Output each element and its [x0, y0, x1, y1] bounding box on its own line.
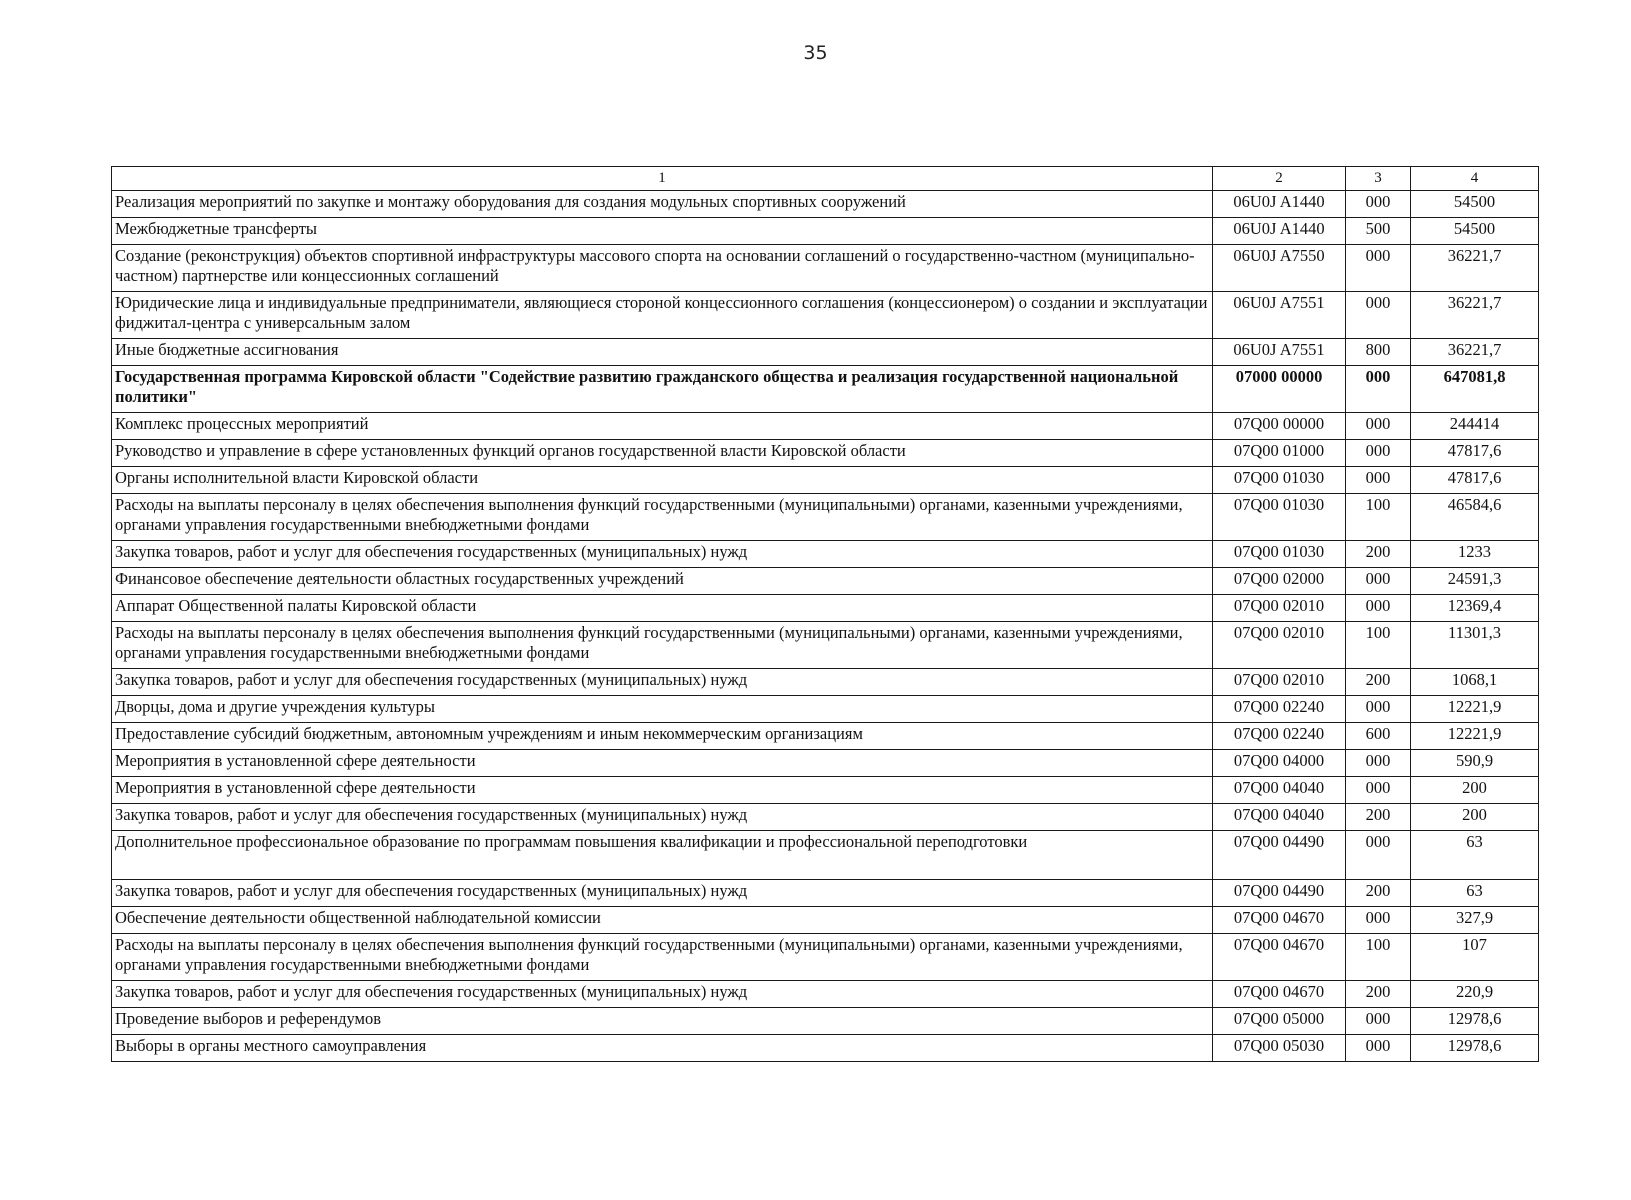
row-code-cell: 07Q00 04040 — [1213, 777, 1346, 804]
row-name-cell: Органы исполнительной власти Кировской области — [112, 467, 1213, 494]
row-type-cell: 100 — [1346, 934, 1411, 981]
table-row — [112, 696, 1539, 723]
row-name-cell: Закупка товаров, работ и услуг для обеспечения государственных (муниципальных) нужд — [112, 669, 1213, 696]
row-name-cell: Закупка товаров, работ и услуг для обеспечения государственных (муниципальных) нужд — [112, 880, 1213, 907]
row-name-cell: Аппарат Общественной палаты Кировской области — [112, 595, 1213, 622]
row-sum-cell: 54500 — [1411, 218, 1539, 245]
row-code-cell: 06U0J A1440 — [1213, 218, 1346, 245]
row-name-cell: Закупка товаров, работ и услуг для обеспечения государственных (муниципальных) нужд — [112, 541, 1213, 568]
table-row — [112, 191, 1539, 218]
table-row — [112, 292, 1539, 339]
row-code-cell: 07Q00 04040 — [1213, 804, 1346, 831]
row-sum-cell: 63 — [1411, 880, 1539, 907]
table-row — [112, 413, 1539, 440]
table-row — [112, 750, 1539, 777]
row-sum-cell: 47817,6 — [1411, 440, 1539, 467]
table-body — [112, 191, 1539, 1062]
row-sum-cell: 11301,3 — [1411, 622, 1539, 669]
row-type-cell: 000 — [1346, 467, 1411, 494]
row-type-cell: 000 — [1346, 1035, 1411, 1062]
row-code-cell: 07Q00 01030 — [1213, 541, 1346, 568]
row-name-cell: Закупка товаров, работ и услуг для обеспечения государственных (муниципальных) нужд — [112, 804, 1213, 831]
row-code-cell: 07Q00 02240 — [1213, 696, 1346, 723]
row-sum-cell: 12221,9 — [1411, 723, 1539, 750]
row-type-cell: 200 — [1346, 804, 1411, 831]
table-row — [112, 245, 1539, 292]
row-sum-cell: 46584,6 — [1411, 494, 1539, 541]
row-code-cell: 07Q00 02000 — [1213, 568, 1346, 595]
table-row — [112, 218, 1539, 245]
table-row — [112, 541, 1539, 568]
row-type-cell: 000 — [1346, 191, 1411, 218]
header-col-2: 2 — [1213, 167, 1346, 191]
table-row — [112, 467, 1539, 494]
row-sum-cell: 327,9 — [1411, 907, 1539, 934]
row-sum-cell: 12978,6 — [1411, 1035, 1539, 1062]
row-type-cell: 600 — [1346, 723, 1411, 750]
table-row — [112, 1008, 1539, 1035]
row-name-cell: Межбюджетные трансферты — [112, 218, 1213, 245]
row-sum-cell: 54500 — [1411, 191, 1539, 218]
row-name-cell: Закупка товаров, работ и услуг для обеспечения государственных (муниципальных) нужд — [112, 981, 1213, 1008]
row-sum-cell: 24591,3 — [1411, 568, 1539, 595]
row-name-cell: Предоставление субсидий бюджетным, автономным учреждениям и иным некоммерческим организациям — [112, 723, 1213, 750]
row-sum-cell: 244414 — [1411, 413, 1539, 440]
row-name-cell: Мероприятия в установленной сфере деятельности — [112, 777, 1213, 804]
row-name-cell: Обеспечение деятельности общественной наблюдательной комиссии — [112, 907, 1213, 934]
table-row — [112, 595, 1539, 622]
row-code-cell: 06U0J A7551 — [1213, 339, 1346, 366]
row-type-cell: 000 — [1346, 595, 1411, 622]
table-row — [112, 339, 1539, 366]
table-row — [112, 1035, 1539, 1062]
table-row — [112, 622, 1539, 669]
row-name-cell: Дворцы, дома и другие учреждения культуры — [112, 696, 1213, 723]
table-row — [112, 440, 1539, 467]
row-name-cell: Иные бюджетные ассигнования — [112, 339, 1213, 366]
row-name-cell: Юридические лица и индивидуальные предприниматели, являющиеся стороной концессионного соглашения (концессионером) о создании и эксплуатации фиджитал-центра с универсальным залом — [112, 292, 1213, 339]
row-sum-cell: 36221,7 — [1411, 292, 1539, 339]
row-type-cell: 200 — [1346, 669, 1411, 696]
row-name-cell: Мероприятия в установленной сфере деятельности — [112, 750, 1213, 777]
row-type-cell: 200 — [1346, 981, 1411, 1008]
row-name-cell: Финансовое обеспечение деятельности областных государственных учреждений — [112, 568, 1213, 595]
row-sum-cell: 647081,8 — [1411, 366, 1539, 413]
row-sum-cell: 12369,4 — [1411, 595, 1539, 622]
row-code-cell: 06U0J A7551 — [1213, 292, 1346, 339]
table-header-row — [112, 167, 1539, 191]
table-row — [112, 777, 1539, 804]
row-code-cell: 07Q00 05030 — [1213, 1035, 1346, 1062]
row-type-cell: 000 — [1346, 1008, 1411, 1035]
row-code-cell: 07Q00 04670 — [1213, 981, 1346, 1008]
row-code-cell: 07Q00 02010 — [1213, 595, 1346, 622]
row-code-cell: 07Q00 01000 — [1213, 440, 1346, 467]
budget-table-container — [111, 166, 1538, 1062]
row-code-cell: 07Q00 04490 — [1213, 880, 1346, 907]
row-code-cell: 07Q00 04670 — [1213, 934, 1346, 981]
table-row — [112, 366, 1539, 413]
row-sum-cell: 12221,9 — [1411, 696, 1539, 723]
row-code-cell: 07Q00 01030 — [1213, 467, 1346, 494]
row-type-cell: 000 — [1346, 366, 1411, 413]
row-name-cell: Руководство и управление в сфере установленных функций органов государственной власти Кировской области — [112, 440, 1213, 467]
row-type-cell: 500 — [1346, 218, 1411, 245]
row-type-cell: 000 — [1346, 413, 1411, 440]
row-type-cell: 000 — [1346, 245, 1411, 292]
row-name-cell: Расходы на выплаты персоналу в целях обеспечения выполнения функций государственными (муниципальными) органами, казенными учреждениями, органами управления государственными внебюджетными фондами — [112, 494, 1213, 541]
row-code-cell: 07000 00000 — [1213, 366, 1346, 413]
row-type-cell: 000 — [1346, 292, 1411, 339]
row-sum-cell: 12978,6 — [1411, 1008, 1539, 1035]
row-sum-cell: 1068,1 — [1411, 669, 1539, 696]
header-col-1: 1 — [112, 167, 1213, 191]
row-type-cell: 000 — [1346, 750, 1411, 777]
table-row — [112, 907, 1539, 934]
row-code-cell: 07Q00 01030 — [1213, 494, 1346, 541]
table-row — [112, 723, 1539, 750]
row-code-cell: 07Q00 00000 — [1213, 413, 1346, 440]
row-sum-cell: 1233 — [1411, 541, 1539, 568]
row-name-cell: Дополнительное профессиональное образование по программам повышения квалификации и профессиональной переподготовки — [112, 831, 1213, 880]
row-name-cell: Расходы на выплаты персоналу в целях обеспечения выполнения функций государственными (муниципальными) органами, казенными учреждениями, органами управления государственными внебюджетными фондами — [112, 934, 1213, 981]
row-sum-cell: 47817,6 — [1411, 467, 1539, 494]
row-name-cell: Расходы на выплаты персоналу в целях обеспечения выполнения функций государственными (муниципальными) органами, казенными учреждениями, органами управления государственными внебюджетными фондами — [112, 622, 1213, 669]
row-code-cell: 07Q00 02240 — [1213, 723, 1346, 750]
row-type-cell: 100 — [1346, 622, 1411, 669]
row-sum-cell: 107 — [1411, 934, 1539, 981]
row-name-cell: Проведение выборов и референдумов — [112, 1008, 1213, 1035]
table-row — [112, 804, 1539, 831]
table-row — [112, 934, 1539, 981]
table-row — [112, 669, 1539, 696]
header-col-3: 3 — [1346, 167, 1411, 191]
row-type-cell: 000 — [1346, 440, 1411, 467]
table-row — [112, 831, 1539, 880]
row-code-cell: 07Q00 04490 — [1213, 831, 1346, 880]
table-row — [112, 981, 1539, 1008]
row-sum-cell: 36221,7 — [1411, 245, 1539, 292]
budget-table — [111, 166, 1539, 1062]
row-name-cell: Выборы в органы местного самоуправления — [112, 1035, 1213, 1062]
table-row — [112, 494, 1539, 541]
row-code-cell: 07Q00 04670 — [1213, 907, 1346, 934]
row-code-cell: 06U0J A1440 — [1213, 191, 1346, 218]
row-name-cell: Комплекс процессных мероприятий — [112, 413, 1213, 440]
row-type-cell: 000 — [1346, 777, 1411, 804]
row-code-cell: 07Q00 05000 — [1213, 1008, 1346, 1035]
page-number: 35 — [803, 42, 828, 64]
row-type-cell: 000 — [1346, 907, 1411, 934]
row-sum-cell: 200 — [1411, 804, 1539, 831]
row-sum-cell: 220,9 — [1411, 981, 1539, 1008]
row-type-cell: 100 — [1346, 494, 1411, 541]
row-type-cell: 800 — [1346, 339, 1411, 366]
row-sum-cell: 63 — [1411, 831, 1539, 880]
row-sum-cell: 36221,7 — [1411, 339, 1539, 366]
row-type-cell: 000 — [1346, 696, 1411, 723]
row-code-cell: 07Q00 04000 — [1213, 750, 1346, 777]
row-sum-cell: 200 — [1411, 777, 1539, 804]
header-col-4: 4 — [1411, 167, 1539, 191]
row-type-cell: 200 — [1346, 541, 1411, 568]
table-row — [112, 880, 1539, 907]
row-type-cell: 000 — [1346, 568, 1411, 595]
row-name-cell: Создание (реконструкция) объектов спортивной инфраструктуры массового спорта на основании соглашений о государственно-частном (муниципально-частном) партнерстве или концессионных соглашений — [112, 245, 1213, 292]
row-name-cell: Государственная программа Кировской области "Содействие развитию гражданского общества и реализация государственной национальной политики" — [112, 366, 1213, 413]
row-type-cell: 200 — [1346, 880, 1411, 907]
row-name-cell: Реализация мероприятий по закупке и монтажу оборудования для создания модульных спортивных сооружений — [112, 191, 1213, 218]
row-code-cell: 06U0J A7550 — [1213, 245, 1346, 292]
row-type-cell: 000 — [1346, 831, 1411, 880]
row-code-cell: 07Q00 02010 — [1213, 669, 1346, 696]
table-row — [112, 568, 1539, 595]
row-sum-cell: 590,9 — [1411, 750, 1539, 777]
row-code-cell: 07Q00 02010 — [1213, 622, 1346, 669]
